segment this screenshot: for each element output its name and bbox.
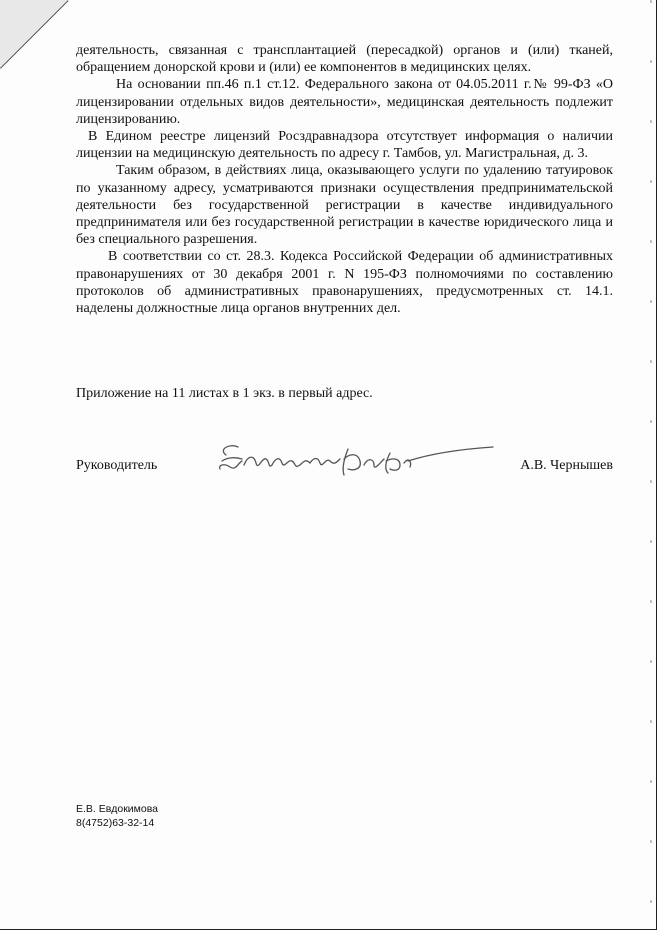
signature-block bbox=[76, 455, 613, 485]
handwritten-signature bbox=[208, 435, 498, 485]
letter-body bbox=[76, 42, 613, 317]
executor-name: Е.В. Евдокимова bbox=[76, 803, 159, 815]
scan-edge-marks bbox=[650, 0, 652, 930]
executor-phone: 8(4752)63-32-14 bbox=[76, 817, 155, 829]
paragraph-licensing-law: На основании пп.46 п.1 ст.12. Федерального закона от 04.05.2011 г.№ 99-ФЗ «О лицензировании отдельных видов деятельности», медицинская деятельность подлежит лицензированию. bbox=[76, 77, 613, 127]
paragraph-continuation: деятельность, связанная с трансплантацией (пересадкой) органов и (или) тканей, обращением донорской крови и (или) ее компонентов в медицинских целях. bbox=[76, 43, 613, 76]
paragraph-registry: В Едином реестре лицензий Росздравнадзора отсутствует информация о наличии лицензии на медицинскую деятельность по адресу г. Тамбов, ул. Магистральная, д. 3. bbox=[76, 129, 613, 162]
signer-title: Руководитель bbox=[76, 458, 158, 473]
paragraph-authority: В соответствии со ст. 28.3. Кодекса Российской Федерации об административных правонарушениях от 30 декабря 2001 г. N 195-ФЗ полномочиями по составлению протоколов об административных правонарушениях, предусмотренных ст. 14.1. наделены должностные лица органов внутренних дел. bbox=[76, 249, 613, 317]
executor-contact bbox=[76, 802, 158, 830]
paragraph-conclusion: Таким образом, в действиях лица, оказывающего услуги по удалению татуировок по указанному адресу, усматриваются признаки осуществления предпринимательской деятельности без государственной регистрации в качестве индивидуального предпринимателя или без государственной регистрации в качестве юридического лица и без специального разрешения. bbox=[76, 163, 613, 248]
annex-note: Приложение на 11 листах в 1 экз. в первый адрес. bbox=[76, 386, 373, 401]
signer-name: А.В. Чернышев bbox=[520, 458, 613, 473]
folded-corner bbox=[0, 0, 68, 68]
